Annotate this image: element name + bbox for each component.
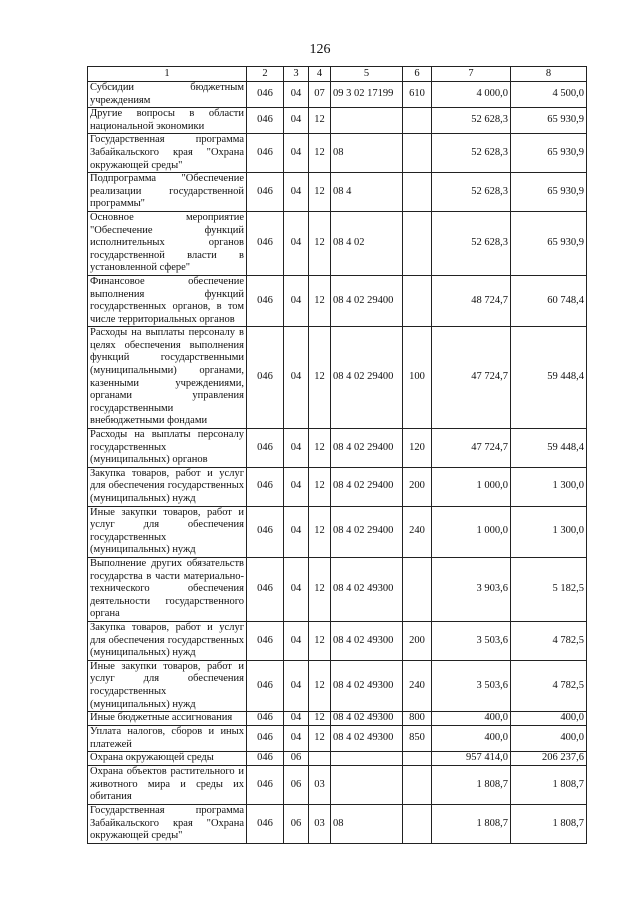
column-header: 5	[331, 67, 403, 82]
expense-name: Расходы на выплаты персоналу государственных (муниципальных) органов	[88, 429, 247, 468]
target-article-code: 08 4 02 49300	[331, 621, 403, 660]
target-article-code: 08 4 02 49300	[331, 660, 403, 711]
amount-col-8: 4 782,5	[511, 621, 587, 660]
column-header: 7	[432, 67, 511, 82]
target-article-code: 08 4 02 49300	[331, 712, 403, 726]
target-article-code	[331, 766, 403, 805]
section-code: 04	[284, 275, 309, 326]
amount-col-7: 3 503,6	[432, 621, 511, 660]
expense-type-code	[403, 805, 432, 844]
expense-name: Закупка товаров, работ и услуг для обеспечения государственных (муниципальных) нужд	[88, 467, 247, 506]
section-code: 04	[284, 108, 309, 134]
subsection-code: 03	[309, 805, 331, 844]
table-row	[88, 557, 587, 621]
amount-col-8: 1 808,7	[511, 766, 587, 805]
amount-col-8: 400,0	[511, 726, 587, 752]
page-number: 126	[309, 42, 331, 57]
amount-col-7: 957 414,0	[432, 752, 511, 766]
section-code: 04	[284, 506, 309, 557]
expense-name: Иные бюджетные ассигнования	[88, 712, 247, 726]
ministry-code: 046	[247, 805, 284, 844]
expense-type-code: 850	[403, 726, 432, 752]
target-article-code: 08 4 02 29400	[331, 506, 403, 557]
expense-name: Закупка товаров, работ и услуг для обеспечения государственных (муниципальных) нужд	[88, 621, 247, 660]
amount-col-8: 65 930,9	[511, 134, 587, 173]
target-article-code: 09 3 02 17199	[331, 82, 403, 108]
section-code: 04	[284, 712, 309, 726]
subsection-code: 12	[309, 134, 331, 173]
table-row	[88, 752, 587, 766]
section-code: 06	[284, 766, 309, 805]
amount-col-7: 52 628,3	[432, 211, 511, 275]
section-code: 06	[284, 805, 309, 844]
expense-name: Иные закупки товаров, работ и услуг для обеспечения государственных (муниципальных) нужд	[88, 506, 247, 557]
table-row	[88, 766, 587, 805]
target-article-code: 08 4 02 49300	[331, 557, 403, 621]
expense-type-code: 240	[403, 506, 432, 557]
amount-col-7: 400,0	[432, 712, 511, 726]
subsection-code: 12	[309, 726, 331, 752]
section-code: 04	[284, 327, 309, 429]
section-code: 04	[284, 134, 309, 173]
table-row	[88, 506, 587, 557]
amount-col-7: 52 628,3	[432, 134, 511, 173]
amount-col-8: 60 748,4	[511, 275, 587, 326]
expense-name: Государственная программа Забайкальского края "Охрана окружающей среды"	[88, 805, 247, 844]
target-article-code	[331, 108, 403, 134]
ministry-code: 046	[247, 506, 284, 557]
table-row	[88, 467, 587, 506]
table-row	[88, 726, 587, 752]
target-article-code: 08 4 02 29400	[331, 275, 403, 326]
table-row	[88, 660, 587, 711]
column-header: 1	[88, 67, 247, 82]
ministry-code: 046	[247, 211, 284, 275]
amount-col-7: 1 000,0	[432, 467, 511, 506]
amount-col-8: 65 930,9	[511, 211, 587, 275]
expense-type-code: 610	[403, 82, 432, 108]
amount-col-8: 4 782,5	[511, 660, 587, 711]
subsection-code: 12	[309, 173, 331, 212]
subsection-code: 12	[309, 660, 331, 711]
subsection-code: 12	[309, 506, 331, 557]
expense-type-code	[403, 134, 432, 173]
ministry-code: 046	[247, 134, 284, 173]
expense-type-code	[403, 557, 432, 621]
amount-col-7: 3 903,6	[432, 557, 511, 621]
table-row	[88, 173, 587, 212]
amount-col-7: 1 000,0	[432, 506, 511, 557]
expense-name: Субсидии бюджетным учреждениям	[88, 82, 247, 108]
table-row	[88, 327, 587, 429]
expense-type-code: 240	[403, 660, 432, 711]
target-article-code: 08 4 02 49300	[331, 726, 403, 752]
expense-type-code: 200	[403, 467, 432, 506]
expense-name: Подпрограмма "Обеспечение реализации государственной программы"	[88, 173, 247, 212]
column-header: 2	[247, 67, 284, 82]
ministry-code: 046	[247, 108, 284, 134]
amount-col-8: 65 930,9	[511, 173, 587, 212]
ministry-code: 046	[247, 712, 284, 726]
amount-col-7: 4 000,0	[432, 82, 511, 108]
expense-name: Основное мероприятие "Обеспечение функций исполнительных органов государственной власти в установленной сфере"	[88, 211, 247, 275]
table-row	[88, 805, 587, 844]
ministry-code: 046	[247, 82, 284, 108]
section-code: 04	[284, 173, 309, 212]
ministry-code: 046	[247, 275, 284, 326]
expense-name: Финансовое обеспечение выполнения функций государственных органов, в том числе территориальных органов	[88, 275, 247, 326]
subsection-code: 12	[309, 557, 331, 621]
ministry-code: 046	[247, 173, 284, 212]
amount-col-7: 3 503,6	[432, 660, 511, 711]
amount-col-8: 65 930,9	[511, 108, 587, 134]
target-article-code	[331, 752, 403, 766]
ministry-code: 046	[247, 766, 284, 805]
table-row	[88, 82, 587, 108]
target-article-code: 08 4	[331, 173, 403, 212]
amount-col-8: 1 808,7	[511, 805, 587, 844]
amount-col-7: 47 724,7	[432, 327, 511, 429]
expense-type-code	[403, 108, 432, 134]
table-row	[88, 429, 587, 468]
expense-type-code: 200	[403, 621, 432, 660]
section-code: 04	[284, 557, 309, 621]
expense-name: Государственная программа Забайкальского края "Охрана окружающей среды"	[88, 134, 247, 173]
section-code: 04	[284, 211, 309, 275]
subsection-code: 12	[309, 712, 331, 726]
target-article-code: 08	[331, 805, 403, 844]
amount-col-7: 1 808,7	[432, 805, 511, 844]
budget-table	[87, 66, 587, 844]
target-article-code: 08	[331, 134, 403, 173]
section-code: 04	[284, 467, 309, 506]
amount-col-8: 1 300,0	[511, 506, 587, 557]
section-code: 04	[284, 726, 309, 752]
amount-col-8: 400,0	[511, 712, 587, 726]
table-row	[88, 108, 587, 134]
subsection-code: 12	[309, 621, 331, 660]
subsection-code: 03	[309, 766, 331, 805]
target-article-code: 08 4 02 29400	[331, 327, 403, 429]
amount-col-8: 4 500,0	[511, 82, 587, 108]
subsection-code: 12	[309, 429, 331, 468]
amount-col-7: 48 724,7	[432, 275, 511, 326]
subsection-code: 12	[309, 108, 331, 134]
ministry-code: 046	[247, 726, 284, 752]
ministry-code: 046	[247, 467, 284, 506]
subsection-code: 12	[309, 467, 331, 506]
ministry-code: 046	[247, 557, 284, 621]
column-header: 8	[511, 67, 587, 82]
expense-name: Расходы на выплаты персоналу в целях обеспечения выполнения функций государственными (муниципальными) органами, казенными учреждениями, органами управления государственными внебюджетными фондами	[88, 327, 247, 429]
ministry-code: 046	[247, 327, 284, 429]
amount-col-7: 1 808,7	[432, 766, 511, 805]
header-row	[88, 67, 587, 82]
amount-col-8: 59 448,4	[511, 429, 587, 468]
table-row	[88, 134, 587, 173]
column-header: 3	[284, 67, 309, 82]
expense-type-code: 800	[403, 712, 432, 726]
ministry-code: 046	[247, 621, 284, 660]
expense-name: Уплата налогов, сборов и иных платежей	[88, 726, 247, 752]
expense-name: Охрана объектов растительного и животного мира и среды их обитания	[88, 766, 247, 805]
target-article-code: 08 4 02	[331, 211, 403, 275]
subsection-code	[309, 752, 331, 766]
target-article-code: 08 4 02 29400	[331, 429, 403, 468]
section-code: 06	[284, 752, 309, 766]
expense-name: Охрана окружающей среды	[88, 752, 247, 766]
table-row	[88, 621, 587, 660]
column-header: 6	[403, 67, 432, 82]
table-row	[88, 712, 587, 726]
column-header: 4	[309, 67, 331, 82]
section-code: 04	[284, 82, 309, 108]
expense-type-code: 100	[403, 327, 432, 429]
amount-col-8: 206 237,6	[511, 752, 587, 766]
amount-col-7: 52 628,3	[432, 108, 511, 134]
section-code: 04	[284, 429, 309, 468]
amount-col-7: 47 724,7	[432, 429, 511, 468]
target-article-code: 08 4 02 29400	[331, 467, 403, 506]
subsection-code: 07	[309, 82, 331, 108]
amount-col-8: 59 448,4	[511, 327, 587, 429]
expense-name: Другие вопросы в области национальной экономики	[88, 108, 247, 134]
table-row	[88, 211, 587, 275]
section-code: 04	[284, 660, 309, 711]
ministry-code: 046	[247, 429, 284, 468]
subsection-code: 12	[309, 327, 331, 429]
amount-col-8: 5 182,5	[511, 557, 587, 621]
expense-type-code	[403, 173, 432, 212]
expense-type-code	[403, 275, 432, 326]
section-code: 04	[284, 621, 309, 660]
expense-name: Иные закупки товаров, работ и услуг для обеспечения государственных (муниципальных) нужд	[88, 660, 247, 711]
amount-col-8: 1 300,0	[511, 467, 587, 506]
expense-type-code	[403, 766, 432, 805]
expense-name: Выполнение других обязательств государства в части материально-технического обеспечения деятельности государственного органа	[88, 557, 247, 621]
expense-type-code	[403, 211, 432, 275]
ministry-code: 046	[247, 660, 284, 711]
amount-col-7: 52 628,3	[432, 173, 511, 212]
expense-type-code	[403, 752, 432, 766]
table-row	[88, 275, 587, 326]
amount-col-7: 400,0	[432, 726, 511, 752]
expense-type-code: 120	[403, 429, 432, 468]
subsection-code: 12	[309, 275, 331, 326]
subsection-code: 12	[309, 211, 331, 275]
ministry-code: 046	[247, 752, 284, 766]
